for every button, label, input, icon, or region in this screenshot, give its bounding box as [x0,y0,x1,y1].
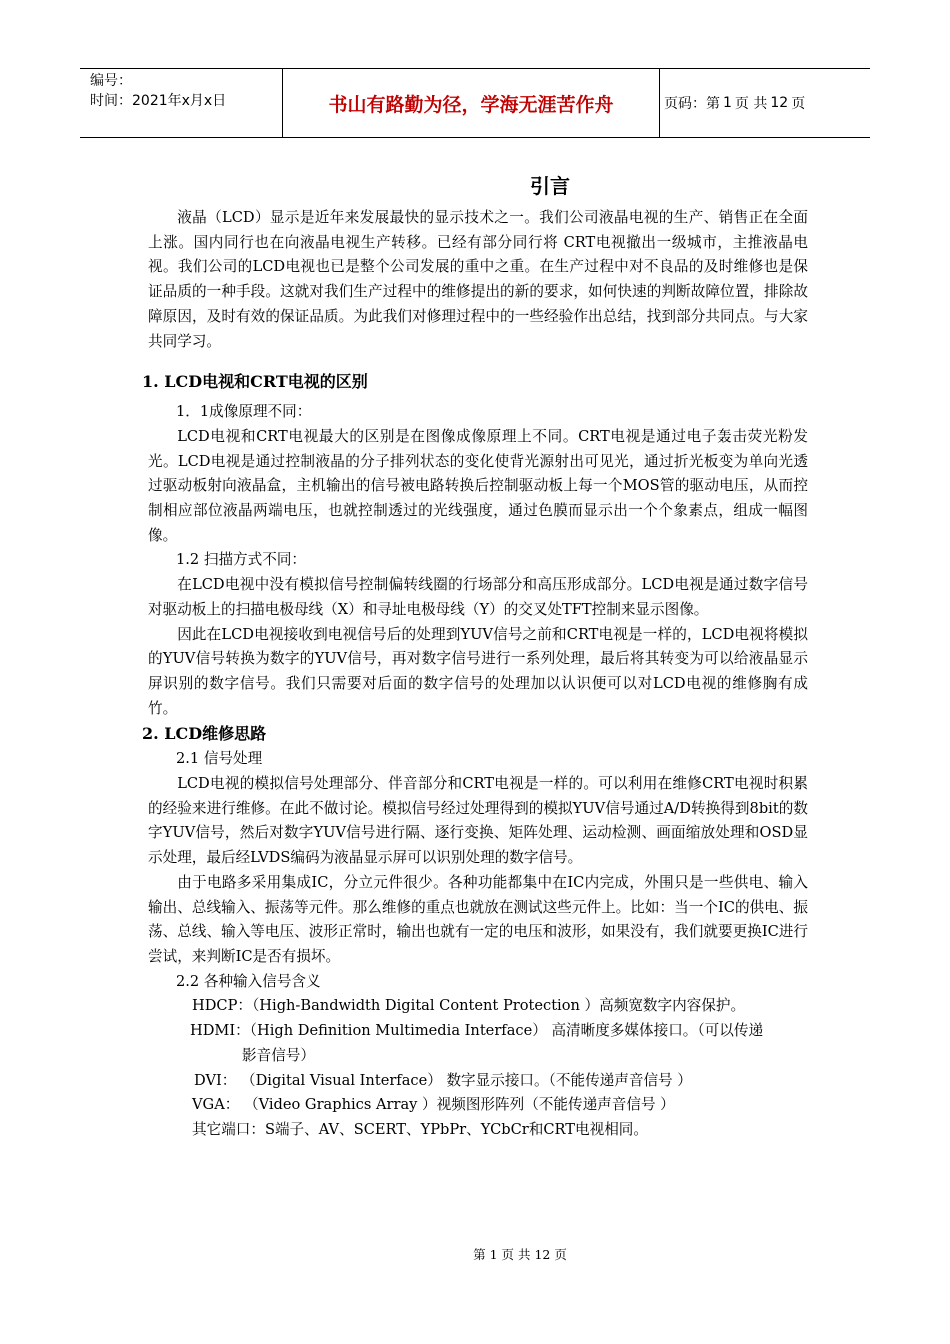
page-mid: 页 共 [734,96,768,112]
time-label: 时间：2021年x月x日 [90,93,227,109]
page-footer: 第 1 页 共 12 页 [473,1247,567,1262]
page-label: 页码：第 [664,96,720,112]
section-1-2-heading: 1.2 扫描方式不同： [176,551,307,569]
header-page-info [660,69,870,137]
section-2-1-text-1: LCD电视的模拟信号处理部分、伴音部分和CRT电视是一样的。可以利用在维修CRT电视时积累的经验来进行维修。在此不做讨论。模拟信号经过处理得到的模拟YUV信号通过A/D转换得到8bit的数字YUV信号，然后对数字YUV信号进行隔、逐行变换、矩阵处理、运动检测、画面缩放处理和OSD显示处理，最后经LVDS编码为液晶显示屏可以识别处理的数字信号。 [148,775,808,867]
definition-other-ports: 其它端口：S端子、AV、SCERT、YPbPr、YCbCr和CRT电视相同。 [192,1120,648,1138]
section-2-1-heading: 2.1 信号处理 [176,750,263,768]
definition-hdcp: HDCP：（High-Bandwidth Digital Content Protection ）高频宽数字内容保护。 [192,997,746,1015]
section-1-1-heading: 1．1成像原理不同： [176,403,312,421]
section-1-heading: 1. LCD电视和CRT电视的区别 [142,372,368,392]
page-number: 1 [723,95,732,111]
section-1-1-text: LCD电视和CRT电视最大的区别是在图像成像原理上不同。CRT电视是通过电子轰击荧光粉发光。LCD电视是通过控制液晶的分子排列状态的变化使背光源射出可见光，通过折光板变为单向光透过驱动板射向液晶盒，主机输出的信号被电路转换后控制驱动板上每一个MOS管的驱动电压，从而控制相应部位液晶两端电压，也就控制透过的光线强度，通过色膜而显示出一个个象素点，组成一幅图像。 [148,427,808,544]
section-2-1-text-2: 由于电路多采用集成IC，分立元件很少。各种功能都集中在IC内完成，外围只是一些供电、输入输出、总线输入、振荡等元件。那么维修的重点也就放在测试这些元件上。比如：当一个IC的供电、振荡、总线、输入等电压、波形正常时，输出也就有一定的电压和波形，如果没有，我们就要更换IC进行尝试，来判断IC是否有损坏。 [148,873,808,965]
section-1-2-text-2: 因此在LCD电视接收到电视信号后的处理到YUV信号之前和CRT电视是一样的，LCD电视将模拟的YUV信号转换为数字的YUV信号，再对数字信号进行一系列处理，最后将其转变为可以给液晶显示屏识别的数字信号。我们只需要对后面的数字信号的处理加以认识便可以对LCD电视的维修胸有成竹。 [148,625,808,717]
section-1-2-text-1: 在LCD电视中没有模拟信号控制偏转线圈的行场部分和高压形成部分。LCD电视是通过数字信号对驱动板上的扫描电极母线（X）和寻址电极母线（Y）的交叉处TFT控制来显示图像。 [148,576,808,618]
header-motto: 书山有路勤为径，学海无涯苦作舟 [282,69,660,137]
definition-vga: VGA： （Video Graphics Array ）视频图形阵列（不能传递声音信号 ） [192,1096,675,1114]
section-2-2-heading: 2.2 各种输入信号含义 [176,972,321,990]
number-label: 编号： [90,73,132,89]
definition-hdmi: HDMI：（High Definition Multimedia Interface） 高清晰度多媒体接口。（可以传递 [190,1022,764,1040]
document-body [142,206,808,1143]
page-header [80,68,870,138]
definition-hdmi-cont: 影音信号） [242,1046,315,1064]
section-2-heading: 2. LCD维修思路 [142,724,267,744]
document-title: 引言 [530,174,570,198]
page-end: 页 [791,96,806,112]
definition-dvi: DVI： （Digital Visual Interface） 数字显示接口。（不能传递声音信号 ） [194,1071,692,1089]
header-meta [80,69,282,137]
intro-paragraph: 液晶（LCD）显示是近年来发展最快的显示技术之一。我们公司液晶电视的生产、销售正在全面上涨。国内同行也在向液晶电视生产转移。已经有部分同行将 CRT电视撤出一级城市，主推液晶电视。我们公司的LCD电视也已是整个公司发展的重中之重。在生产过程中对不良品的及时维修也是保证品质的一种手段。这就对我们生产过程中的维修提出的新的要求，如何快速的判断故障位置，排除故障原因，及时有效的保证品质。为此我们对修理过程中的一些经验作出总结，找到部分共同点。与大家共同学习。 [148,209,808,350]
page-total: 12 [770,95,789,111]
